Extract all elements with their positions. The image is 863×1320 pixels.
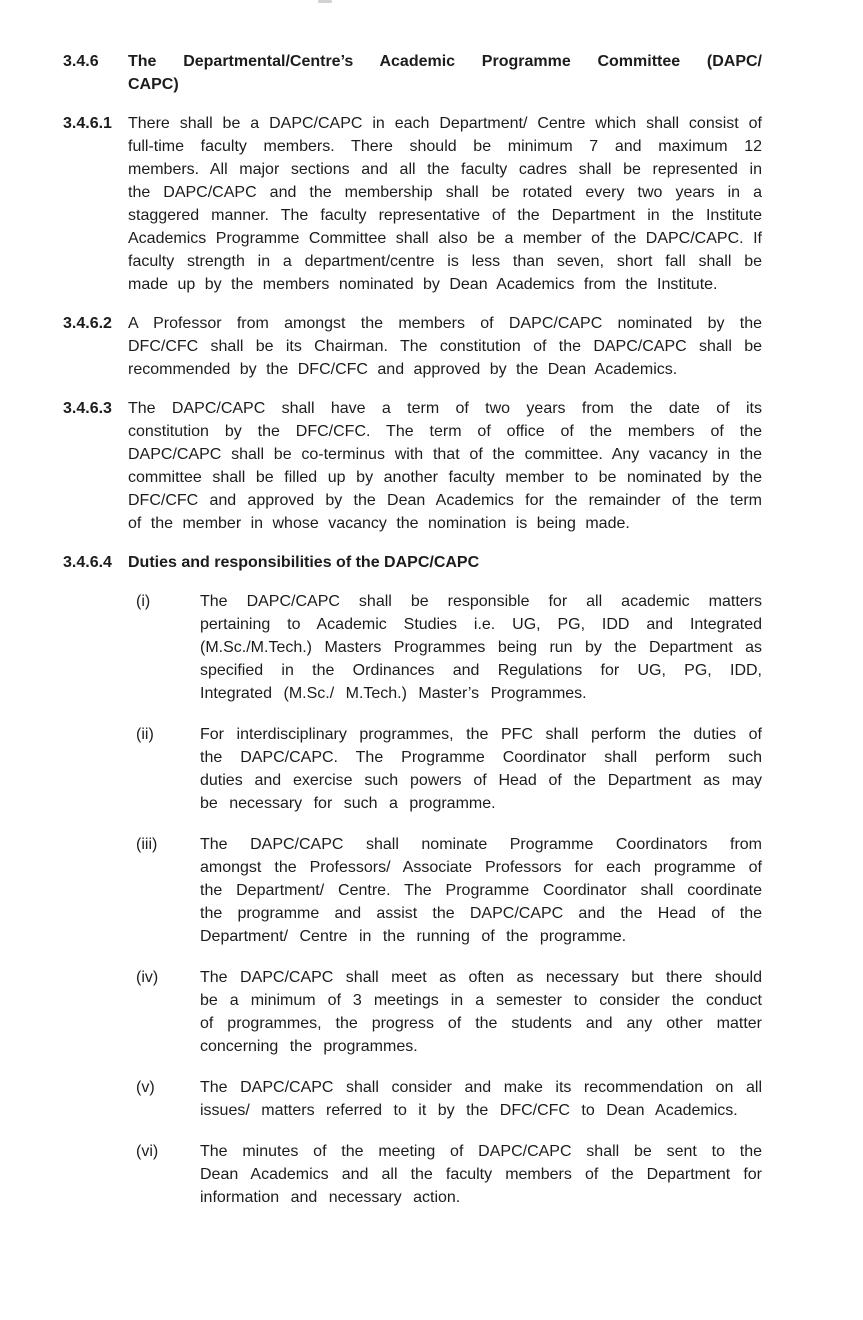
duty-item-vi [136, 1140, 762, 1209]
duty-marker: (iv) [136, 969, 159, 986]
paragraph-number: 3.4.6.2 [63, 315, 112, 332]
duty-text: The minutes of the meeting of DAPC/CAPC shall be sent to the Dean Academics and all the faculty members of the Department for information and necessary action. [200, 1143, 762, 1206]
subsection-number: 3.4.6.4 [63, 554, 112, 571]
subsection-heading [63, 551, 762, 574]
duty-text: The DAPC/CAPC shall meet as often as necessary but there should be a minimum of 3 meetings in a semester to consider the conduct of programmes, the progress of the students and any other matter concerning the programmes. [200, 969, 762, 1055]
duty-item-i [136, 590, 762, 705]
duty-marker: (ii) [136, 726, 154, 743]
paragraph-number: 3.4.6.1 [63, 115, 112, 132]
duty-marker: (i) [136, 593, 151, 610]
duty-item-iii [136, 833, 762, 948]
duties-list [0, 590, 863, 1209]
paragraph-number: 3.4.6.3 [63, 400, 112, 417]
paragraph-text: There shall be a DAPC/CAPC in each Department/ Centre which shall consist of full-time faculty members. There should be minimum 7 and maximum 12 members. All major sections and all the faculty cadres shall be represented in the DAPC/CAPC and the membership shall be rotated every two years in a staggered manner. The faculty representative of the Department in the Institute Academics Programme Committee shall also be a member of the DAPC/CAPC. If faculty strength in a department/centre is less than seven, short fall shall be made up by the members nominated by Dean Academics from the Institute. [128, 115, 762, 293]
duty-text: The DAPC/CAPC shall nominate Programme Coordinators from amongst the Professors/ Associate Professors for each programme of the Department/ Centre. The Programme Coordinator shall coordinate the programme and assist the DAPC/CAPC and the Head of the Department/ Centre in the running of the programme. [200, 836, 762, 945]
section-title [128, 50, 762, 96]
paragraph-text: The DAPC/CAPC shall have a term of two years from the date of its constitution by the DFC/CFC. The term of office of the members of the DAPC/CAPC shall be co-terminus with that of the committee. Any vacancy in the committee shall be filled up by another faculty member to be nominated by the DFC/​CFC and approved by the Dean Academics for the remainder of the term of the member in whose vacancy the nomination is being made. [128, 400, 762, 532]
duty-text: The DAPC/CAPC shall be responsible for all academic matters pertaining to Academic Studies i.e. UG, PG, IDD and Integrated (M.Sc./M.Tech.) Masters Programmes being run by the Department as specified in the Ordinances and Regulations for UG, PG, IDD, Integrated (M.Sc./ M.Tech.) Master’s Programmes. [200, 593, 762, 702]
duty-item-v [136, 1076, 762, 1122]
paragraph-text: A Professor from amongst the members of DAPC/CAPC nominated by the DFC/CFC shall be its Chairman. The constitution of the DAPC/CAPC shall be recommended by the DFC/CFC and approved by the Dean Academics. [128, 315, 762, 378]
duty-marker: (v) [136, 1079, 155, 1096]
paragraph-3-4-6-2 [63, 312, 762, 381]
duty-marker: (vi) [136, 1143, 159, 1160]
section-title-line2: CAPC) [128, 76, 179, 93]
duty-text: For interdisciplinary programmes, the PFC shall perform the duties of the DAPC/CAPC. The Programme Coordinator shall perform such duties and exercise such powers of Head of the Department as may be necessary for such a programme. [200, 726, 762, 812]
section-title-line1: The Departmental/Centre’s Academic Programme Committee (DAPC/ [128, 53, 762, 70]
duty-text: The DAPC/CAPC shall consider and make its recommendation on all issues/ matters referred to it by the DFC/CFC to Dean Academics. [200, 1079, 762, 1119]
scan-artifact [318, 0, 332, 3]
paragraph-3-4-6-1 [63, 112, 762, 296]
duty-marker: (iii) [136, 836, 158, 853]
duty-item-ii [136, 723, 762, 815]
section-number: 3.4.6 [63, 53, 99, 70]
section-heading [63, 50, 762, 96]
duty-item-iv [136, 966, 762, 1058]
subsection-title: Duties and responsibilities of the DAPC/CAPC [128, 554, 480, 571]
paragraph-3-4-6-3 [63, 397, 762, 535]
